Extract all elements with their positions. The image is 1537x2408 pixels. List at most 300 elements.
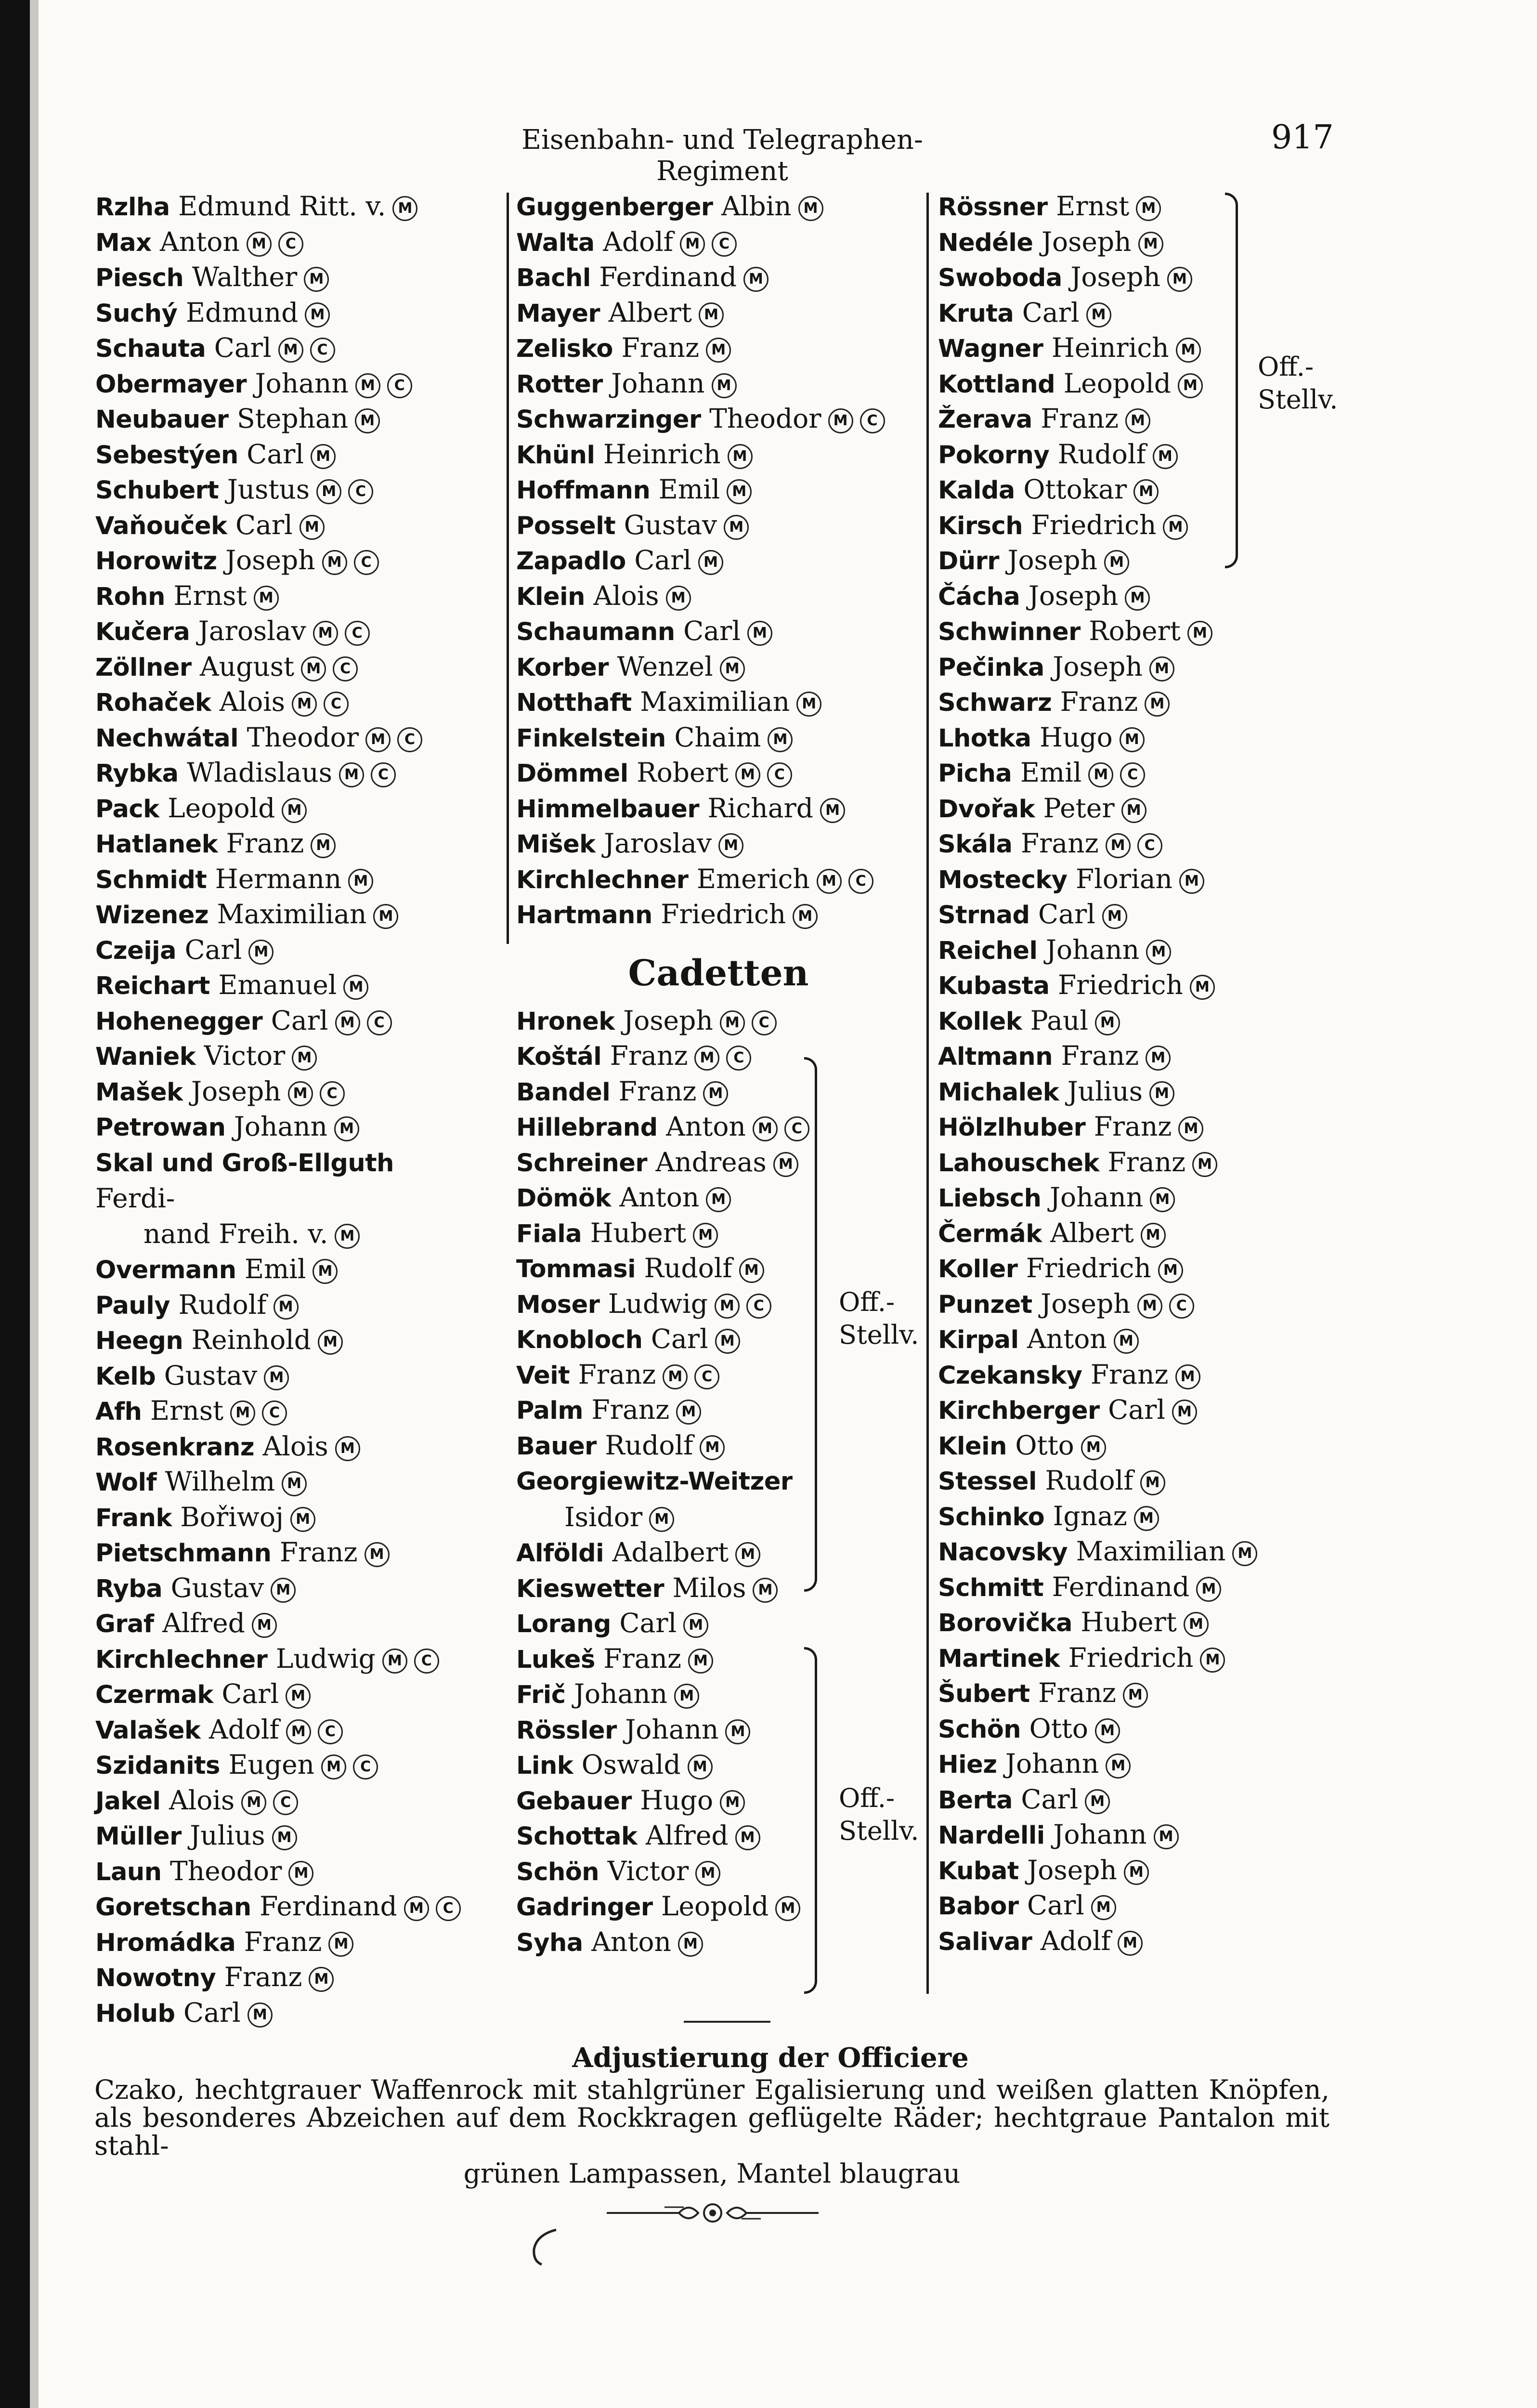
m-circle-icon: M: [1146, 1046, 1171, 1071]
m-circle-icon: M: [290, 1507, 315, 1532]
m-circle-icon: M: [1120, 727, 1145, 752]
surname: Skal und Groß-Ellguth: [95, 1149, 394, 1178]
given-name: Ernst: [1056, 191, 1130, 222]
roster-entry: [516, 1003, 921, 1039]
m-circle-icon: M: [1134, 1506, 1159, 1531]
surname: Valašek: [95, 1716, 201, 1745]
c-circle-icon: C: [353, 1754, 378, 1780]
surname: Piesch: [95, 264, 184, 292]
roster-entry: [938, 1145, 1323, 1180]
given-name: Albin: [721, 191, 792, 222]
given-name: Johann: [1005, 1748, 1099, 1779]
surname: Wolf: [95, 1468, 157, 1497]
roster-entry: [938, 826, 1323, 862]
brace-label-group-2: [839, 1782, 919, 1847]
roster-entry: [95, 1676, 466, 1712]
m-circle-icon: M: [1085, 1789, 1110, 1814]
given-name: Jaroslav: [198, 615, 306, 646]
m-circle-icon: M: [1154, 1824, 1179, 1849]
given-name: Paul: [1030, 1005, 1088, 1036]
surname: Rössler: [516, 1716, 617, 1745]
given-name: Andreas: [655, 1146, 767, 1178]
roster-entry: [95, 1960, 466, 1995]
surname: Kučera: [95, 618, 190, 646]
m-circle-icon: M: [1178, 1116, 1203, 1141]
roster-entry: [516, 684, 921, 720]
roster-entry: [516, 401, 921, 437]
roster-entry: [516, 1712, 921, 1748]
given-name: Ottokar: [1023, 474, 1127, 505]
surname: Hartmann: [516, 901, 652, 929]
roster-entry: [938, 1003, 1323, 1039]
c-circle-icon: C: [320, 1081, 345, 1106]
m-circle-icon: M: [666, 586, 691, 611]
c-circle-icon: C: [345, 621, 370, 646]
roster-entry: [938, 614, 1323, 649]
given-name: Friedrich: [1068, 1642, 1194, 1673]
surname: Tommasi: [516, 1255, 636, 1283]
given-name: August: [200, 651, 295, 682]
roster-entry: [516, 897, 921, 932]
m-circle-icon: M: [775, 1896, 800, 1921]
given-name: Emil: [658, 474, 720, 505]
given-name: Franz: [1090, 1359, 1169, 1390]
surname: Korber: [516, 653, 609, 682]
m-circle-icon: M: [674, 1684, 699, 1709]
surname: Mišek: [516, 830, 596, 859]
m-circle-icon: M: [727, 479, 752, 504]
section-rule: [684, 2021, 770, 2023]
roster-entry: [516, 437, 921, 472]
given-name: Joseph: [191, 1075, 281, 1107]
given-name: Franz: [224, 1962, 302, 1992]
m-circle-icon: M: [288, 1081, 313, 1106]
brace-label-group-3: [1258, 351, 1338, 416]
given-name: Victor: [607, 1855, 689, 1886]
m-circle-icon: M: [720, 656, 745, 681]
roster-entry: [95, 968, 466, 1003]
roster-entry: [95, 1038, 466, 1074]
c-circle-icon: C: [848, 869, 873, 894]
roster-entry: [95, 1287, 466, 1323]
surname: Horowitz: [95, 547, 217, 576]
roster-entry: [516, 862, 921, 897]
m-circle-icon: M: [1145, 692, 1170, 717]
surname: Schmitt: [938, 1573, 1044, 1602]
given-name: Carl: [271, 1005, 328, 1036]
m-circle-icon: M: [706, 338, 731, 363]
given-name: Otto: [1015, 1429, 1074, 1461]
given-name: Joseph: [1007, 545, 1098, 576]
given-name: Alfred: [162, 1608, 245, 1638]
given-name: Ferdinand: [1052, 1571, 1190, 1602]
given-name: Franz: [1038, 1677, 1116, 1708]
c-circle-icon: C: [767, 762, 792, 787]
given-name: Emil: [1020, 757, 1082, 788]
roster-entry: [938, 1074, 1323, 1110]
surname: Wizenez: [95, 901, 209, 929]
surname: Michalek: [938, 1078, 1059, 1107]
m-circle-icon: M: [254, 586, 279, 611]
m-circle-icon: M: [828, 408, 853, 433]
surname: Walta: [516, 228, 595, 257]
c-circle-icon: C: [310, 338, 335, 363]
m-circle-icon: M: [743, 267, 768, 292]
given-name: Franz: [618, 1075, 697, 1107]
given-name: Joseph: [623, 1005, 713, 1036]
given-name: Hugo: [1040, 721, 1113, 753]
surname: Hatlanek: [95, 830, 218, 859]
roster-entry: [95, 1747, 466, 1783]
given-name: Carl: [214, 332, 272, 363]
m-circle-icon: M: [728, 444, 753, 469]
given-name: Adalbert: [612, 1537, 729, 1568]
roster-entry: [516, 1216, 921, 1251]
roster-entry: [95, 1393, 466, 1429]
roster-entry: [938, 1675, 1323, 1711]
given-name: Ferdi-: [95, 1183, 175, 1214]
surname: Wagner: [938, 335, 1043, 363]
m-circle-icon: M: [663, 1364, 688, 1389]
surname: Schön: [516, 1858, 599, 1886]
m-circle-icon: M: [1095, 1010, 1120, 1035]
roster-entry: [516, 755, 921, 791]
given-name: Albert: [608, 297, 692, 328]
roster-entry: [516, 472, 921, 508]
surname: Vaňouček: [95, 511, 227, 540]
roster-entry: [516, 1570, 921, 1606]
m-circle-icon: M: [718, 833, 743, 858]
given-name: Joseph: [1041, 1288, 1131, 1319]
m-circle-icon: M: [1138, 232, 1163, 257]
surname: Schottak: [516, 1822, 638, 1851]
surname: Bauer: [516, 1432, 597, 1461]
surname: Kollek: [938, 1007, 1022, 1036]
roster-entry: [516, 826, 921, 862]
c-circle-icon: C: [397, 727, 422, 752]
m-circle-icon: M: [1106, 833, 1131, 858]
m-circle-icon: M: [720, 1010, 745, 1035]
brace-cadets-group-1: [804, 1057, 817, 1592]
surname: Fiala: [516, 1219, 582, 1248]
surname: Dömök: [516, 1184, 611, 1213]
roster-entry: [95, 543, 466, 578]
roster-entry: [938, 1499, 1323, 1534]
m-circle-icon: M: [382, 1649, 407, 1674]
roster-entry: [95, 578, 466, 614]
page-number: 917: [1271, 118, 1334, 157]
given-name: Franz: [578, 1359, 656, 1390]
m-circle-icon: M: [230, 1400, 255, 1426]
m-circle-icon: M: [264, 1365, 289, 1390]
surname: Overmann: [95, 1256, 236, 1284]
surname: Petrowan: [95, 1113, 226, 1142]
surname: Schreiner: [516, 1149, 648, 1178]
m-circle-icon: M: [699, 302, 724, 327]
surname: Posselt: [516, 511, 616, 540]
given-name: Alois: [219, 686, 286, 717]
m-circle-icon: M: [304, 267, 329, 292]
roster-entry: [95, 1109, 466, 1145]
m-circle-icon: M: [688, 1754, 713, 1780]
surname: Graf: [95, 1610, 154, 1638]
given-name: Hubert: [590, 1217, 687, 1248]
m-circle-icon: M: [1153, 444, 1178, 469]
m-circle-icon: M: [753, 1578, 778, 1603]
brace-label-group-1: [839, 1286, 919, 1351]
roster-entry: [938, 1428, 1323, 1464]
m-circle-icon: M: [1133, 479, 1159, 504]
roster-entry: [516, 1109, 921, 1145]
given-name: Friedrich: [1058, 969, 1183, 1000]
m-circle-icon: M: [355, 408, 380, 433]
roster-entry: [516, 543, 921, 578]
m-circle-icon: M: [322, 550, 347, 575]
m-circle-icon: M: [392, 196, 417, 221]
given-name: Johann: [234, 1111, 328, 1142]
m-circle-icon: M: [768, 727, 793, 752]
page-edge-shadow: [0, 0, 30, 2408]
given-name: Joseph: [1070, 262, 1160, 292]
surname: Kelb: [95, 1362, 156, 1391]
surname: Lahouschek: [938, 1149, 1099, 1178]
roster-entry: [95, 1145, 466, 1252]
c-circle-icon: C: [333, 656, 358, 681]
surname: Babor: [938, 1892, 1019, 1921]
c-circle-icon: C: [860, 408, 885, 433]
surname: Goretschan: [95, 1893, 251, 1922]
c-circle-icon: C: [752, 1010, 777, 1035]
surname: Rohaček: [95, 689, 211, 717]
given-name: Johann: [1049, 1182, 1144, 1213]
brace-label-off: Off.-: [839, 1287, 895, 1317]
surname: Georgiewitz-Weitzer: [516, 1467, 793, 1496]
surname: Klein: [938, 1432, 1007, 1461]
given-name: Franz: [610, 1040, 688, 1071]
m-circle-icon: M: [1158, 1258, 1183, 1283]
roster-entry: [516, 260, 921, 295]
roster-entry: [95, 932, 466, 968]
surname: Sebestýen: [95, 441, 238, 470]
roster-entry: [516, 508, 921, 543]
roster-entry: [95, 1818, 466, 1854]
given-name: Ignaz: [1053, 1500, 1127, 1531]
surname: Frank: [95, 1504, 172, 1532]
surname: Hoffmann: [516, 476, 651, 505]
roster-entry: [938, 1109, 1323, 1145]
brace-label-off: Off.-: [839, 1783, 895, 1813]
roster-entry: [938, 1216, 1323, 1251]
roster-entry: [95, 1570, 466, 1606]
roster-column-3: [938, 189, 1323, 1959]
roster-entry: [95, 897, 466, 932]
given-name: Franz: [591, 1394, 670, 1425]
roster-entry: [95, 1500, 466, 1535]
roster-entry: [516, 189, 921, 224]
given-name: Walther: [192, 262, 298, 292]
surname: Kirsch: [938, 511, 1023, 540]
surname: Czermak: [95, 1681, 213, 1709]
surname: Zapadlo: [516, 547, 626, 576]
m-circle-icon: M: [318, 1330, 343, 1355]
surname: Žerava: [938, 406, 1032, 434]
given-name: Carl: [247, 438, 304, 470]
surname: Koller: [938, 1255, 1018, 1283]
given-name: Theodor: [247, 721, 359, 753]
roster-entry: [516, 1251, 921, 1286]
roster-entry: [95, 472, 466, 508]
m-circle-icon: M: [241, 1790, 266, 1815]
adjustierung-last-line: grünen Lampassen, Mantel blaugrau: [463, 2158, 961, 2189]
cadets-heading: Cadetten: [628, 952, 809, 994]
m-circle-icon: M: [286, 1684, 311, 1709]
roster-entry: [516, 1038, 921, 1074]
given-name: Franz: [603, 1643, 681, 1674]
roster-entry: [938, 1924, 1323, 1959]
surname: Knobloch: [516, 1326, 643, 1354]
given-name: Otto: [1029, 1713, 1089, 1744]
roster-entry: [938, 897, 1323, 932]
surname: Kieswetter: [516, 1574, 664, 1603]
surname: Afh: [95, 1398, 142, 1426]
surname: Palm: [516, 1397, 584, 1425]
surname: Czekansky: [938, 1361, 1082, 1390]
given-name: Carl: [183, 1997, 241, 2028]
surname: Strnad: [938, 901, 1030, 929]
roster-entry: [516, 295, 921, 331]
given-name: Johann: [625, 1714, 719, 1745]
given-name: Adolf: [208, 1714, 279, 1745]
c-circle-icon: C: [354, 550, 379, 575]
given-name: Alois: [169, 1784, 235, 1816]
roster-entry: [938, 649, 1323, 685]
given-name: Hubert: [1081, 1607, 1177, 1637]
roster-entry: [95, 1003, 466, 1039]
surname: Rzlha: [95, 193, 170, 222]
c-circle-icon: C: [694, 1364, 719, 1389]
surname: Berta: [938, 1786, 1013, 1815]
roster-entry: [95, 649, 466, 685]
surname: Kalda: [938, 476, 1015, 505]
roster-entry: [95, 1074, 466, 1110]
surname: Rössner: [938, 193, 1048, 222]
m-circle-icon: M: [817, 869, 842, 894]
c-circle-icon: C: [371, 762, 396, 787]
m-circle-icon: M: [700, 1435, 725, 1460]
m-circle-icon: M: [313, 1259, 338, 1284]
m-circle-icon: M: [300, 515, 325, 540]
m-circle-icon: M: [335, 1010, 360, 1035]
c-circle-icon: C: [273, 1790, 298, 1815]
roster-entry: [938, 1888, 1323, 1924]
surname: Lorang: [516, 1610, 611, 1638]
roster-entry: [938, 1357, 1323, 1393]
given-name: Franz: [1061, 1040, 1139, 1071]
m-circle-icon: M: [1081, 1435, 1106, 1460]
given-name: Leopold: [1063, 367, 1171, 399]
m-circle-icon: M: [753, 1116, 778, 1141]
roster-entry: [516, 649, 921, 685]
surname: Salivar: [938, 1927, 1032, 1956]
given-name: Heinrich: [603, 438, 721, 470]
ornament-divider: [607, 2194, 819, 2232]
m-circle-icon: M: [720, 1790, 745, 1815]
roster-entry: [516, 791, 921, 826]
roster-entry: [516, 1854, 921, 1889]
surname: Čácha: [938, 582, 1020, 611]
surname: Jakel: [95, 1787, 161, 1816]
surname: Syha: [516, 1928, 583, 1957]
roster-entry: [938, 1640, 1323, 1676]
given-name: Carl: [1108, 1394, 1165, 1425]
given-name: Gustav: [170, 1572, 264, 1603]
given-name: Carl: [634, 545, 692, 576]
surname: Neubauer: [95, 406, 229, 434]
given-name: Peter: [1043, 792, 1115, 824]
m-circle-icon: M: [1146, 940, 1171, 965]
given-name: Carl: [235, 509, 293, 540]
surname: Altmann: [938, 1043, 1053, 1071]
surname: Rybka: [95, 759, 179, 788]
surname: Link: [516, 1752, 573, 1780]
m-circle-icon: M: [248, 940, 274, 965]
m-circle-icon: M: [1102, 904, 1127, 929]
m-circle-icon: M: [703, 1081, 728, 1106]
given-name: Ernst: [173, 580, 247, 611]
surname: Mašek: [95, 1078, 183, 1107]
adjustierung-title: Adjustierung der Officiere: [572, 2042, 969, 2074]
roster-entry: [95, 791, 466, 826]
surname: Schwarz: [938, 689, 1052, 717]
given-name: Friedrich: [1031, 509, 1157, 540]
brace-label-stellv: Stellv.: [839, 1816, 919, 1846]
surname: Hromádka: [95, 1928, 236, 1957]
given-name: Florian: [1076, 863, 1172, 894]
given-name: Emil: [245, 1254, 306, 1284]
surname: Schinko: [938, 1503, 1045, 1531]
roster-entry: [516, 614, 921, 649]
roster-entry: [516, 1641, 921, 1677]
m-circle-icon: M: [247, 2002, 273, 2028]
c-circle-icon: C: [414, 1649, 439, 1674]
given-name: Maximilian: [217, 899, 367, 929]
surname: Punzet: [938, 1290, 1032, 1319]
m-circle-icon: M: [1196, 1577, 1221, 1602]
given-name: Chaim: [674, 721, 761, 753]
surname: Schauta: [95, 335, 206, 363]
continuation-text: nand Freih. v.: [143, 1218, 328, 1249]
m-circle-icon: M: [1178, 373, 1203, 398]
given-name: Adolf: [603, 226, 674, 257]
roster-entry: [938, 578, 1323, 614]
surname: Kubasta: [938, 972, 1050, 1000]
m-circle-icon: M: [1190, 975, 1215, 1000]
given-name: Richard: [707, 792, 814, 824]
m-circle-icon: M: [274, 1295, 299, 1320]
surname: Rosenkranz: [95, 1433, 255, 1462]
m-circle-icon: M: [725, 1719, 750, 1744]
surname: Kirchlechner: [516, 865, 689, 894]
m-circle-icon: M: [1141, 1223, 1166, 1248]
roster-entry: [516, 1145, 921, 1180]
m-circle-icon: M: [1137, 1294, 1162, 1319]
surname: Nechwátal: [95, 724, 239, 753]
m-circle-icon: M: [739, 1258, 764, 1283]
given-name: Leopold: [168, 792, 275, 824]
m-circle-icon: M: [1167, 267, 1192, 292]
surname: Pečinka: [938, 653, 1044, 682]
roster-entry: [938, 791, 1323, 826]
